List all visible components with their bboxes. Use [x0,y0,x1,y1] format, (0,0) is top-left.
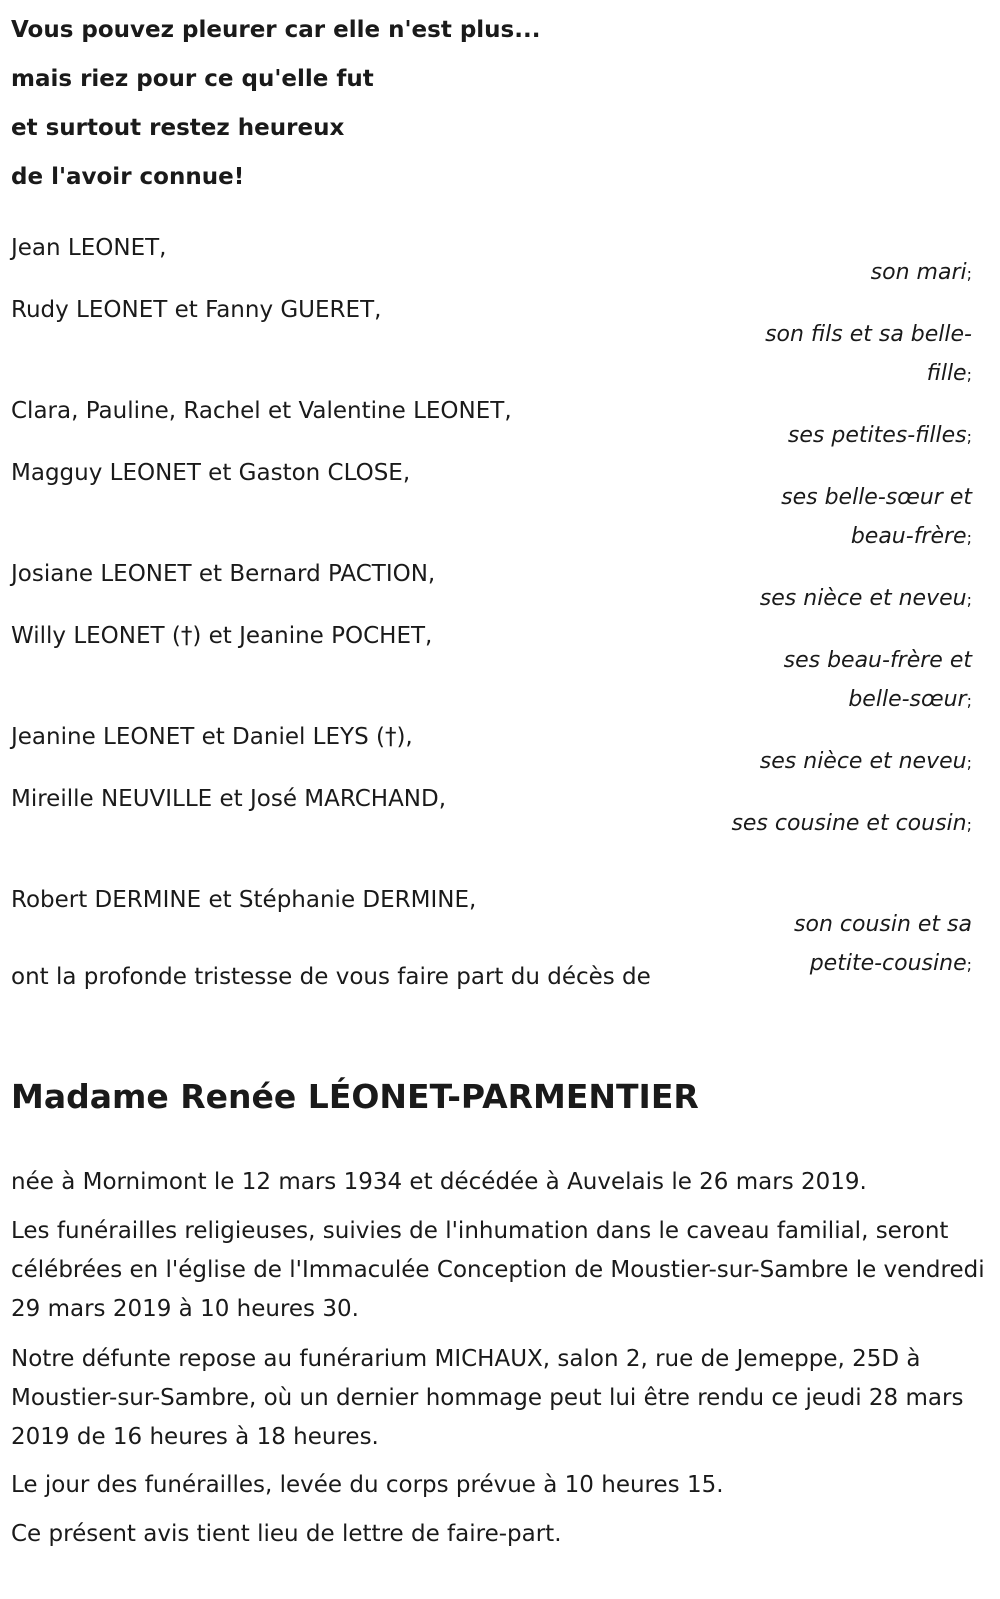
relative-entry [0,556,1000,611]
relative-name: Rudy LEONET et Fanny GUERET, [11,297,382,323]
funerarium-info: Notre défunte repose au funérarium MICHAUX, salon 2, rue de Jemeppe, 25D à Moustier-sur-Sambre, où un dernier hommage peut lui être rendu ce jeudi 28 mars 2019 de 16 heures à 18 heures. [11,1346,964,1450]
opening-poem [11,6,540,202]
relative-entry [0,781,1000,836]
birth-death-dates: née à Mornimont le 12 mars 1934 et décédée à Auvelais le 26 mars 2019. [11,1169,867,1195]
relative-name: Mireille NEUVILLE et José MARCHAND, [11,786,447,812]
relative-role: ses nièce et neveu; [759,586,972,611]
relative-role: son cousin et sa petite-cousine; [794,912,972,976]
relative-name: Robert DERMINE et Stéphanie DERMINE, [11,887,477,913]
relative-entry [0,719,1000,774]
relative-entry [0,618,1000,712]
closing-note: Ce présent avis tient lieu de lettre de faire-part. [11,1521,562,1547]
procession-info: Le jour des funérailles, levée du corps prévue à 10 heures 15. [11,1472,724,1498]
relative-name: Jean LEONET, [11,235,167,261]
poem-line: Vous pouvez pleurer car elle n'est plus... [11,17,541,43]
relative-role: ses beau-frère et belle-sœur; [783,648,972,712]
relative-role: son fils et sa belle-fille; [765,322,972,386]
relative-role: ses petites-filles; [787,423,972,448]
relative-entry [0,230,1000,285]
relative-name: Jeanine LEONET et Daniel LEYS (†), [11,724,413,750]
relative-role: son mari; [870,260,972,285]
relative-name: Josiane LEONET et Bernard PACTION, [11,561,436,587]
relative-name: Clara, Pauline, Rachel et Valentine LEONET, [11,398,512,424]
deceased-name: Madame Renée LÉONET-PARMENTIER [11,1077,699,1116]
relative-entry [0,393,1000,448]
relative-entry [0,455,1000,549]
poem-line: de l'avoir connue! [11,164,245,190]
relative-role: ses nièce et neveu; [759,749,972,774]
relative-role: ses cousine et cousin; [731,811,972,836]
poem-line: mais riez pour ce qu'elle fut [11,66,374,92]
relative-entry [0,292,1000,386]
relative-entry [0,882,1000,976]
announcement-intro: ont la profonde tristesse de vous faire part du décès de [11,964,651,990]
funeral-ceremony-info: Les funérailles religieuses, suivies de l'inhumation dans le caveau familial, seront célébrées en l'église de l'Immaculée Conception de Moustier-sur-Sambre le vendredi 29 mars 2019 à 10 heures 30. [11,1218,985,1322]
relative-role: ses belle-sœur et beau-frère; [781,485,972,549]
relative-name: Willy LEONET (†) et Jeanine POCHET, [11,623,433,649]
relative-name: Magguy LEONET et Gaston CLOSE, [11,460,411,486]
poem-line: et surtout restez heureux [11,115,345,141]
